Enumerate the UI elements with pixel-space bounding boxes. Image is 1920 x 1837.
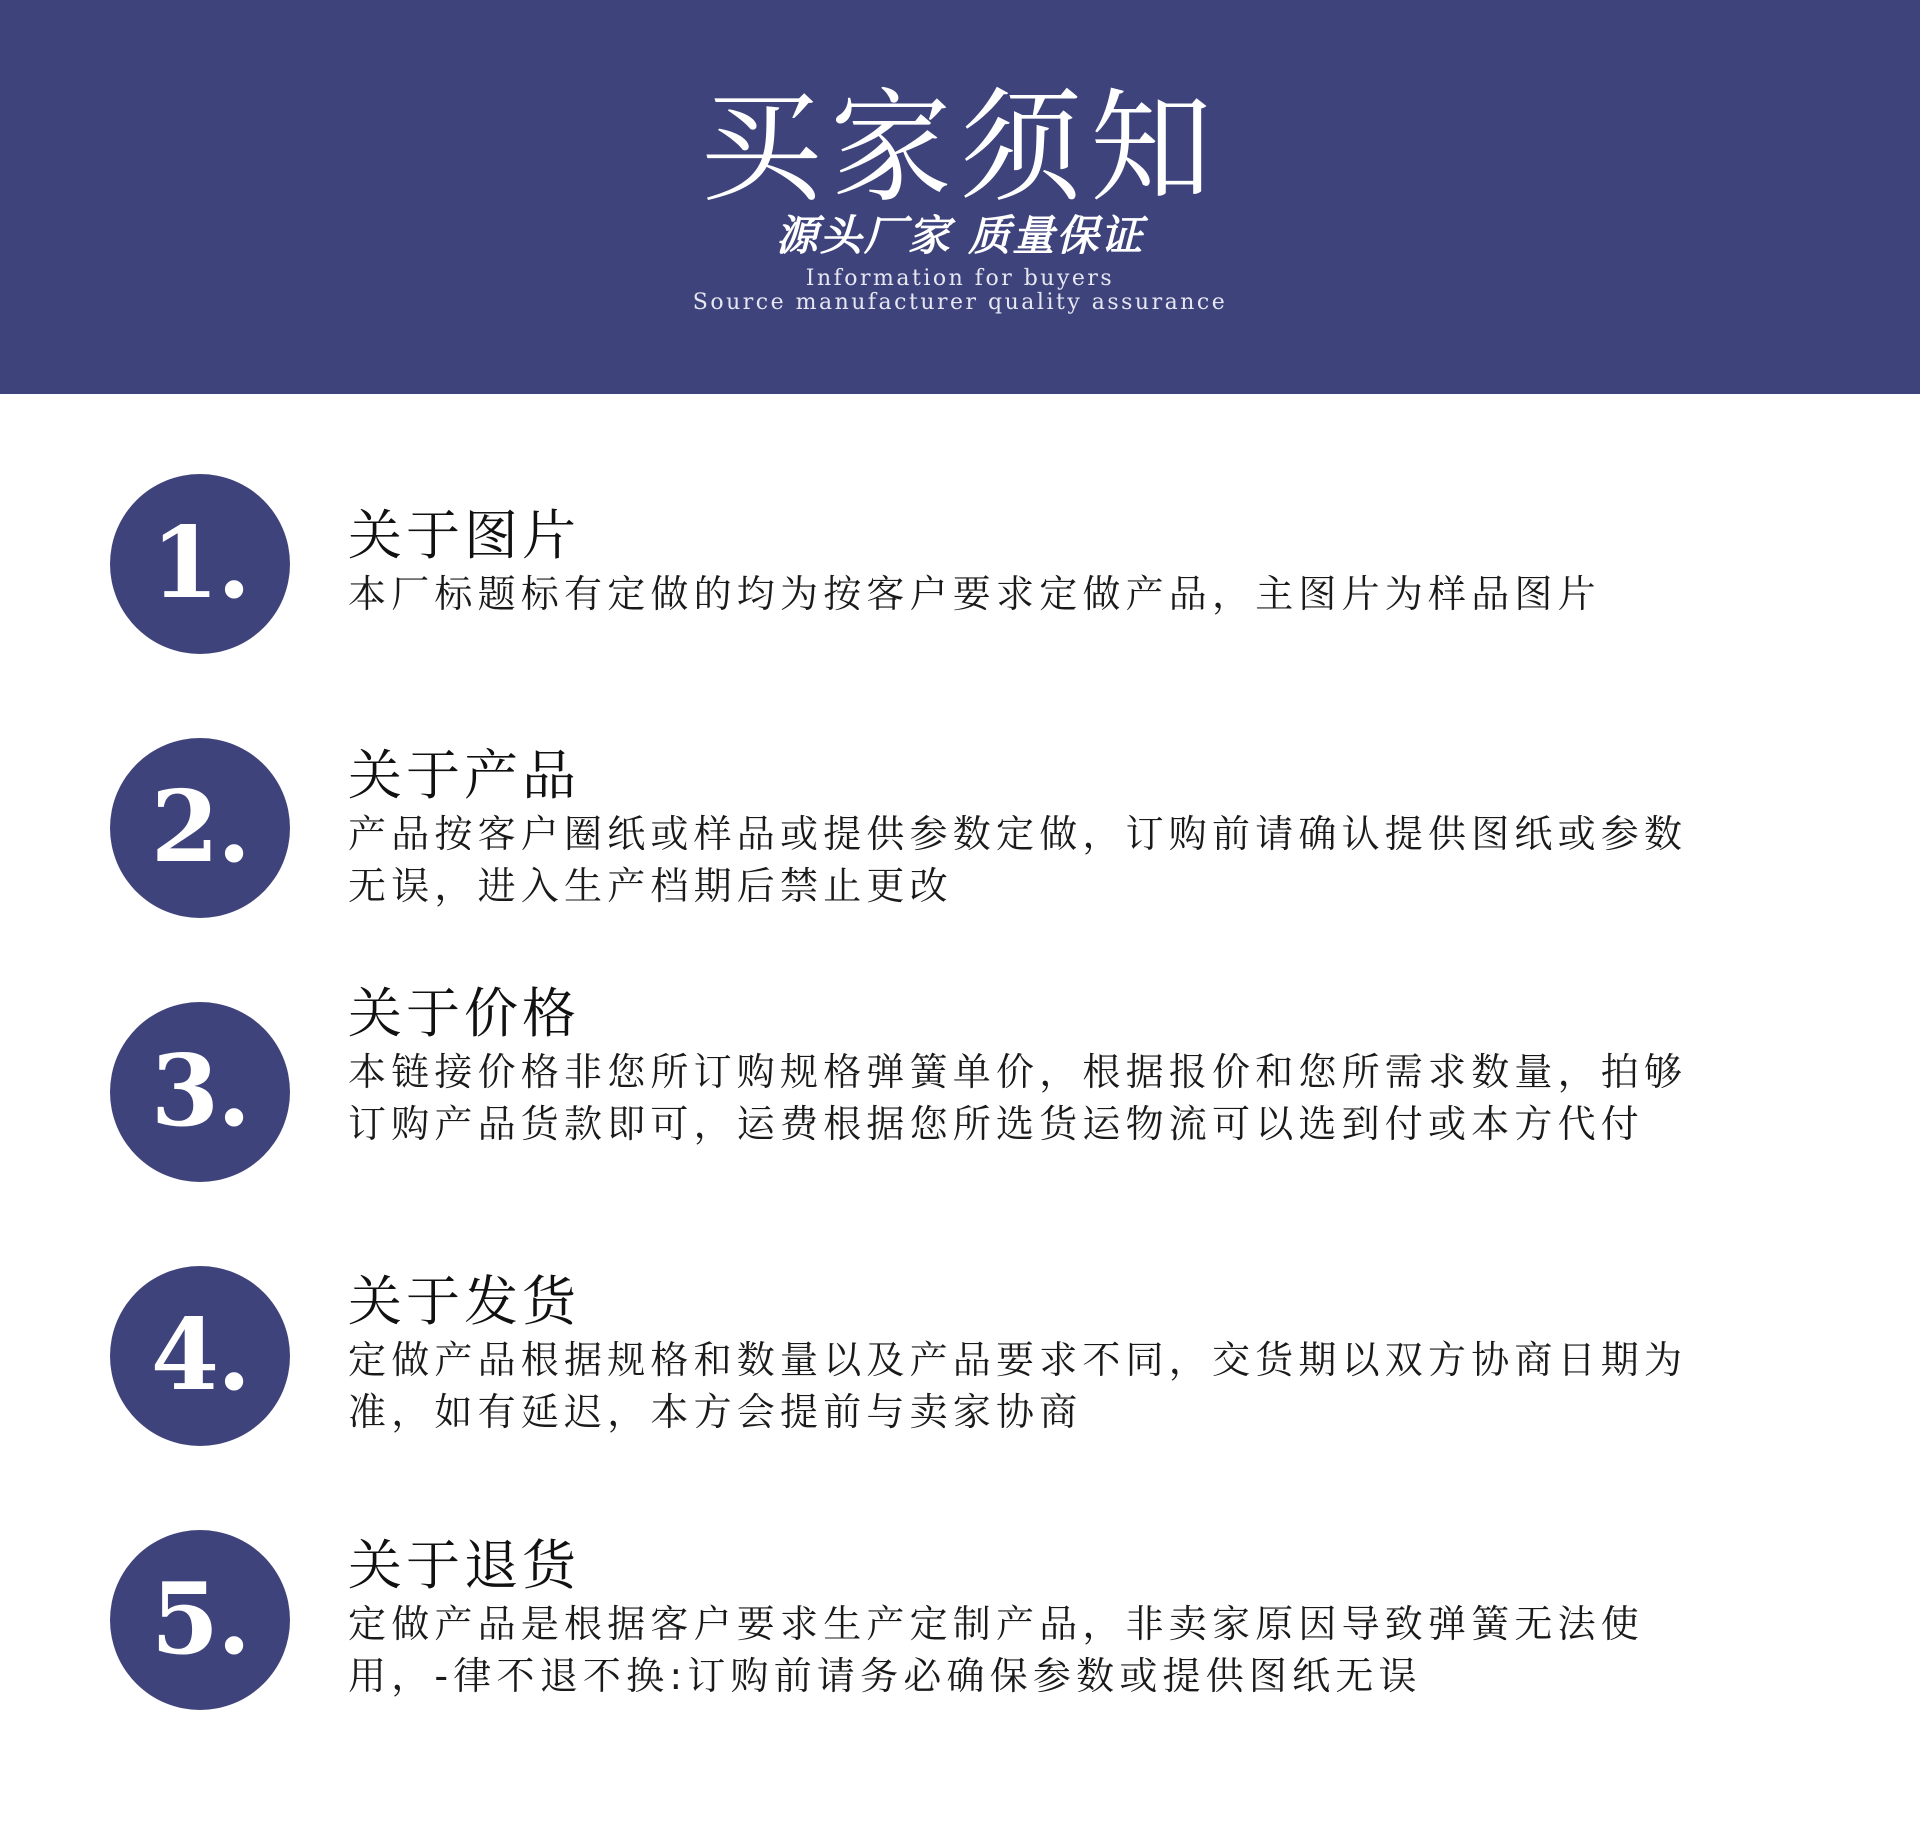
- item-heading: 关于图片: [348, 504, 580, 567]
- item-heading: 关于退货: [348, 1534, 580, 1597]
- item-body: 定做产品是根据客户要求生产定制产品，非卖家原因导致弹簧无法使用，-律不退不换:订购前请务必确保参数或提供图纸无误: [348, 1602, 1645, 1698]
- number-badge-2: 2.: [110, 738, 290, 918]
- item-body: 产品按客户圈纸或样品或提供参数定做，订购前请确认提供图纸或参数无误，进入生产档期后禁止更改: [348, 812, 1688, 908]
- item-heading: 关于发货: [348, 1270, 580, 1333]
- item-body: 本链接价格非您所订购规格弹簧单价，根据报价和您所需求数量，拍够订购产品货款即可，运费根据您所选货运物流可以选到付或本方代付: [348, 1050, 1688, 1146]
- header-subtitle-english: Information for buyers: [805, 266, 1115, 291]
- number-badge-4: 4.: [110, 1266, 290, 1446]
- header-subtitle-english-2: Source manufacturer quality assurance: [692, 290, 1228, 315]
- item-body: 定做产品根据规格和数量以及产品要求不同，交货期以双方协商日期为准，如有延迟，本方会提前与卖家协商: [348, 1338, 1688, 1434]
- item-body: 本厂标题标有定做的均为按客户要求定做产品，主图片为样品图片: [348, 572, 1601, 616]
- item-heading: 关于价格: [348, 982, 580, 1045]
- header-slogan: 源头厂家 质量保证: [775, 211, 1145, 260]
- header-banner: [0, 0, 1920, 394]
- number-badge-5: 5.: [110, 1530, 290, 1710]
- item-heading: 关于产品: [348, 744, 580, 807]
- number-badge-1: 1.: [110, 474, 290, 654]
- number-badge-3: 3.: [110, 1002, 290, 1182]
- page-title: 买家须知: [700, 77, 1220, 219]
